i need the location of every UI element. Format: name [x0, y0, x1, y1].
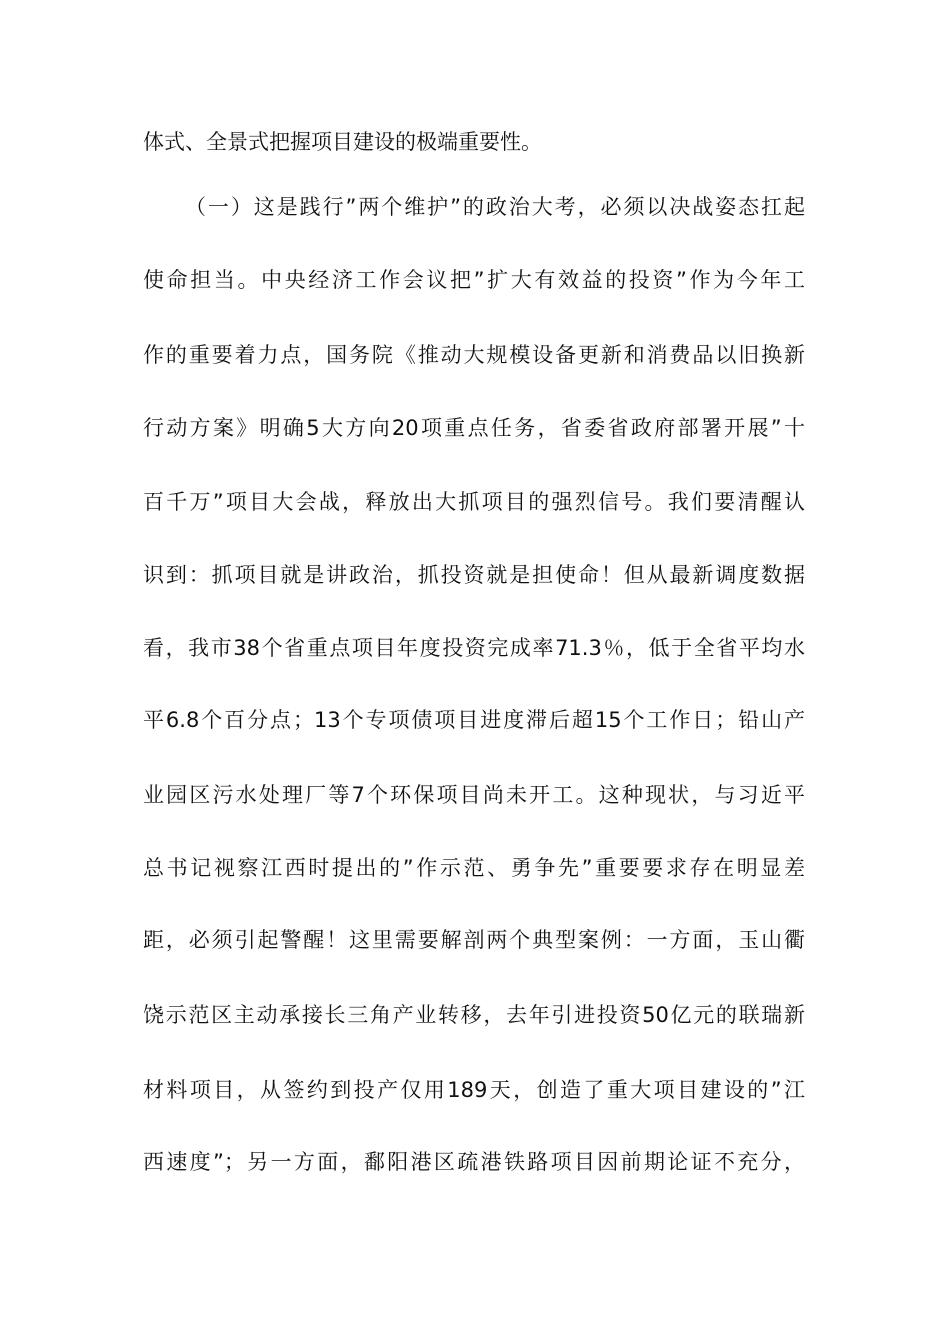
- text-line: 距，必须引起警醒！这里需要解剖两个典型案例：一方面，玉山衢: [143, 928, 805, 952]
- text-line: 百千万”项目大会战，释放出大抓项目的强烈信号。我们要清醒认: [143, 490, 805, 514]
- text-line: 识到：抓项目就是讲政治，抓投资就是担使命！但从最新调度数据: [143, 563, 805, 587]
- text-line: 总书记视察江西时提出的”作示范、勇争先”重要要求存在明显差: [143, 856, 805, 880]
- text-line: 平6.8个百分点；13个专项债项目进度滞后超15个工作日；铅山产: [143, 708, 805, 732]
- paragraph-heading-line: （一）这是践行”两个维护”的政治大考，必须以决战姿态扛起: [185, 195, 805, 219]
- text-line: 业园区污水处理厂等7个环保项目尚未开工。这种现状，与习近平: [143, 783, 805, 807]
- text-line: 材料项目，从签约到投产仅用189天，创造了重大项目建设的”江: [143, 1078, 805, 1102]
- text-line: 饶示范区主动承接长三角产业转移，去年引进投资50亿元的联瑞新: [143, 1003, 805, 1027]
- text-line: 作的重要着力点，国务院《推动大规模设备更新和消费品以旧换新: [143, 343, 805, 367]
- text-line: 使命担当。中央经济工作会议把”扩大有效益的投资”作为今年工: [143, 268, 805, 292]
- text-line: 行动方案》明确5大方向20项重点任务，省委省政府部署开展”十: [143, 416, 805, 440]
- text-line: 看，我市38个省重点项目年度投资完成率71.3％，低于全省平均水: [143, 636, 805, 660]
- text-line: 体式、全景式把握项目建设的极端重要性。: [143, 130, 542, 154]
- text-line: 西速度”；另一方面，鄱阳港区疏港铁路项目因前期论证不充分，: [143, 1150, 805, 1174]
